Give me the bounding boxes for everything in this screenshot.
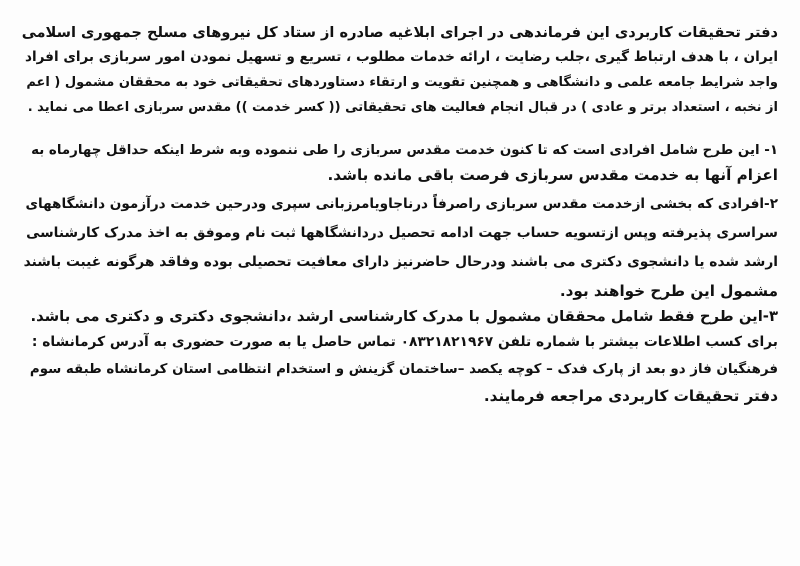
contact-paragraph (22, 329, 778, 410)
item-2-line: سراسری پذیرفته وپس ازتسویه حساب جهت ادامه تحصیل دردانشگاهها ثبت نام وموفق به اخذ مدرک کارشناسی (26, 225, 778, 241)
item-3-line: ۳-این طرح فقط شامل محققان مشمول با مدرک کارشناسی ارشد ،دانشجوی دکتری و دکتری می باشد. (30, 308, 778, 325)
contact-line: دفتر تحقیقات کاربردی مراجعه فرمایند. (483, 387, 778, 405)
item-1-line: اعزام آنها به خدمت مقدس سربازی فرصت باقی مانده باشد. (327, 166, 778, 184)
item-2-line: ارشد شده یا دانشجوی دکتری می باشند ودرحال حاضرنیز دارای معافیت تحصیلی بوده وفاقد هرگونه غیبت باشند (23, 254, 778, 270)
eligibility-items (22, 138, 778, 329)
contact-line: فرهنگیان فاز دو بعد از پارک فدک – کوچه یکصد –ساختمان گزینش و استخدام انتظامی استان کرمانشاه طبقه سوم (29, 362, 778, 377)
intro-line: از نخبه ، استعداد برتر و عادی ) در قبال انجام فعالیت های تحقیقاتی (( کسر خدمت )) مقدس سربازی اعطا می نماید . (27, 100, 778, 115)
intro-line: ایران ، با هدف ارتباط گیری ،جلب رضایت ، ارائه خدمات مطلوب ، تسریع و تسهیل نمودن امور سربازی برای افراد (24, 49, 778, 65)
item-2-line: ۲-افرادی که بخشی ازخدمت مقدس سربازی راصرفاً درناجاویامرزبانی سپری ودرحین خدمت درآزمون دانشگاههای (25, 196, 778, 212)
contact-line: برای کسب اطلاعات بیشتر با شماره تلفن ۰۸۳۲۱۸۲۱۹۶۷ تماس حاصل یا به صورت حضوری به آدرس کرمانشاه : (31, 334, 778, 350)
intro-line: دفتر تحقیقات کاربردی این فرماندهی در اجرای ابلاغیه صادره از ستاد کل نیروهای مسلح جمهوری اسلامی (21, 24, 778, 41)
intro-line: واجد شرایط جامعه علمی و دانشگاهی و همچنین تقویت و ارتقاء دستاوردهای تحقیقاتی خود به محققان مشمول ( اعم (26, 75, 778, 90)
paragraph-gap (22, 120, 778, 138)
item-1-line: ۱- این طرح شامل افرادی است که تا کنون خدمت مقدس سربازی را طی ننموده وبه شرط اینکه حداقل چهارماه به (31, 143, 778, 158)
intro-paragraph (22, 20, 778, 120)
item-2-line: مشمول این طرح خواهند بود. (559, 282, 778, 300)
